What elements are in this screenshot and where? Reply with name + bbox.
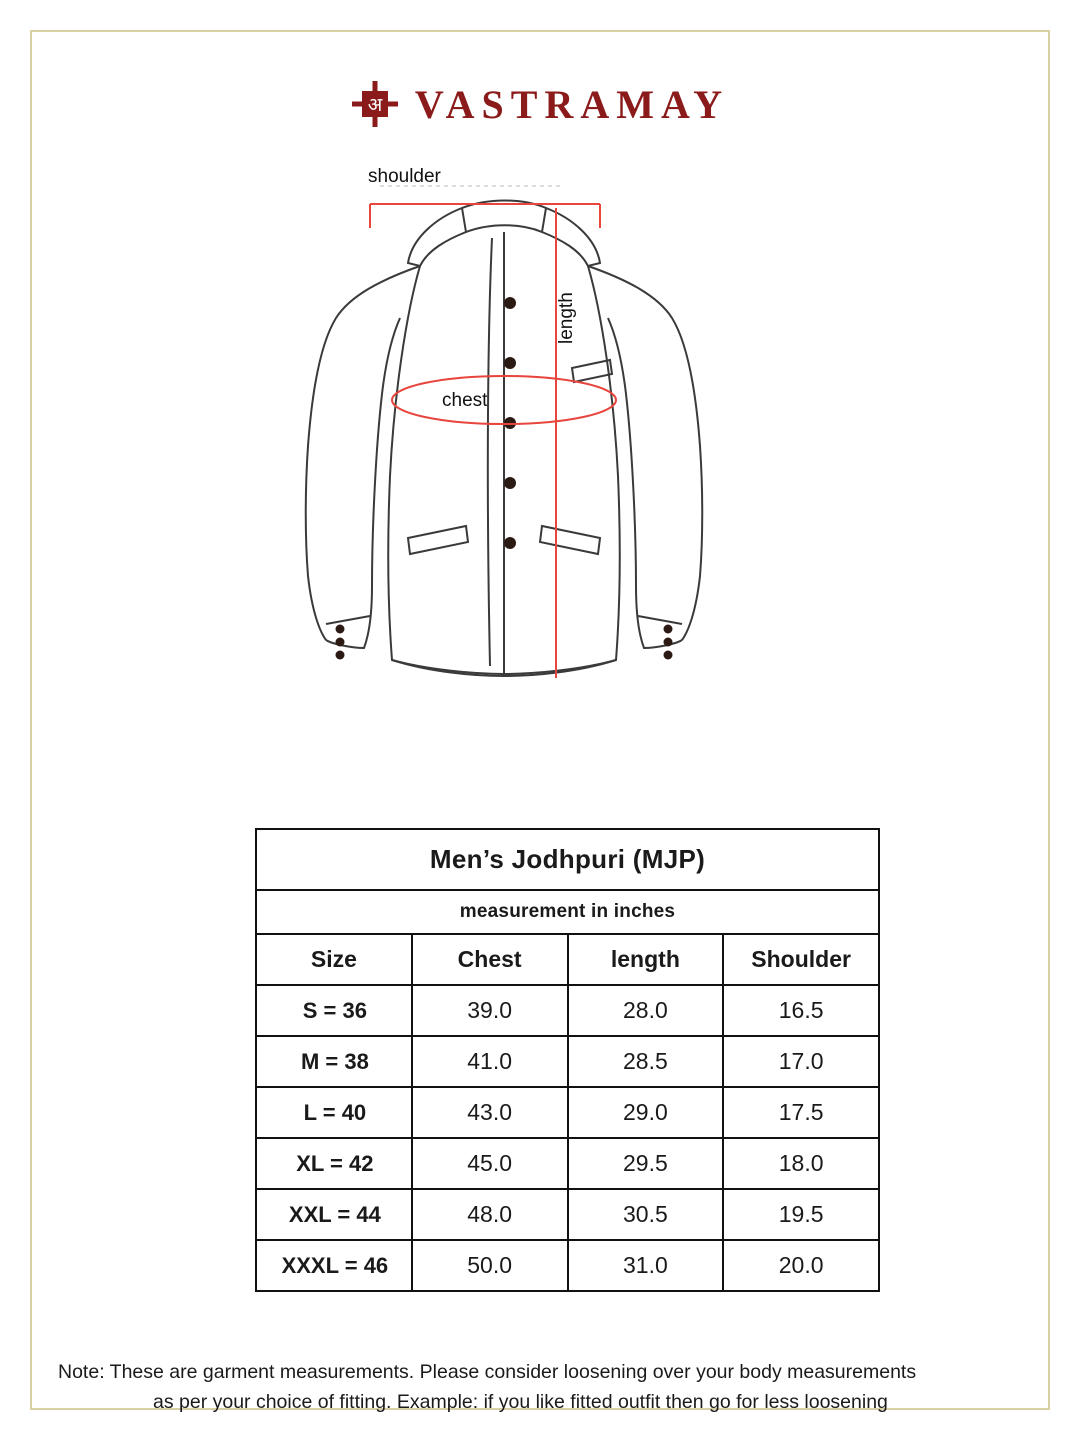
column-header-length: length [568, 934, 724, 985]
note-line-2: as per your choice of fitting. Example: if you like fitted outfit then go for less loosening [153, 1391, 888, 1414]
column-header-chest: Chest [412, 934, 568, 985]
cell-length: 28.0 [568, 985, 724, 1036]
cell-size: XXL = 44 [256, 1189, 412, 1240]
shoulder-label: shoulder [368, 166, 441, 187]
table-row [256, 1189, 879, 1240]
cell-length: 29.0 [568, 1087, 724, 1138]
svg-text:अ: अ [367, 95, 383, 116]
cell-shoulder: 19.5 [723, 1189, 879, 1240]
cell-chest: 45.0 [412, 1138, 568, 1189]
table-row [256, 1036, 879, 1087]
note-block [58, 1357, 1022, 1417]
table-header-row [256, 934, 879, 985]
cell-shoulder: 17.5 [723, 1087, 879, 1138]
cell-shoulder: 17.0 [723, 1036, 879, 1087]
note-line-1: Note: These are garment measurements. Please consider loosening over your body measurements [58, 1361, 917, 1383]
size-table-container [255, 828, 880, 1292]
cell-shoulder: 18.0 [723, 1138, 879, 1189]
garment-diagram [30, 146, 1050, 706]
table-subtitle: measurement in inches [256, 890, 879, 934]
cell-length: 28.5 [568, 1036, 724, 1087]
column-header-shoulder: Shoulder [723, 934, 879, 985]
cell-chest: 50.0 [412, 1240, 568, 1291]
cell-size: XL = 42 [256, 1138, 412, 1189]
cell-chest: 43.0 [412, 1087, 568, 1138]
table-row [256, 1138, 879, 1189]
vastramay-logo-icon [351, 80, 399, 128]
cell-chest: 48.0 [412, 1189, 568, 1240]
cell-size: L = 40 [256, 1087, 412, 1138]
chest-label: chest [442, 390, 488, 411]
table-row [256, 985, 879, 1036]
column-header-size: Size [256, 934, 412, 985]
cell-size: XXXL = 46 [256, 1240, 412, 1291]
cell-size: M = 38 [256, 1036, 412, 1087]
cell-size: S = 36 [256, 985, 412, 1036]
cell-length: 29.5 [568, 1138, 724, 1189]
table-row [256, 1240, 879, 1291]
size-table [255, 828, 880, 1292]
table-subtitle-row [256, 890, 879, 934]
cell-shoulder: 20.0 [723, 1240, 879, 1291]
brand-header [30, 72, 1050, 136]
table-title-row [256, 829, 879, 890]
table-title: Men’s Jodhpuri (MJP) [256, 829, 879, 890]
cell-shoulder: 16.5 [723, 985, 879, 1036]
table-row [256, 1087, 879, 1138]
cell-length: 31.0 [568, 1240, 724, 1291]
cell-chest: 41.0 [412, 1036, 568, 1087]
length-label: length [556, 292, 577, 344]
cell-length: 30.5 [568, 1189, 724, 1240]
brand-name: VASTRAMAY [414, 81, 730, 127]
cell-chest: 39.0 [412, 985, 568, 1036]
